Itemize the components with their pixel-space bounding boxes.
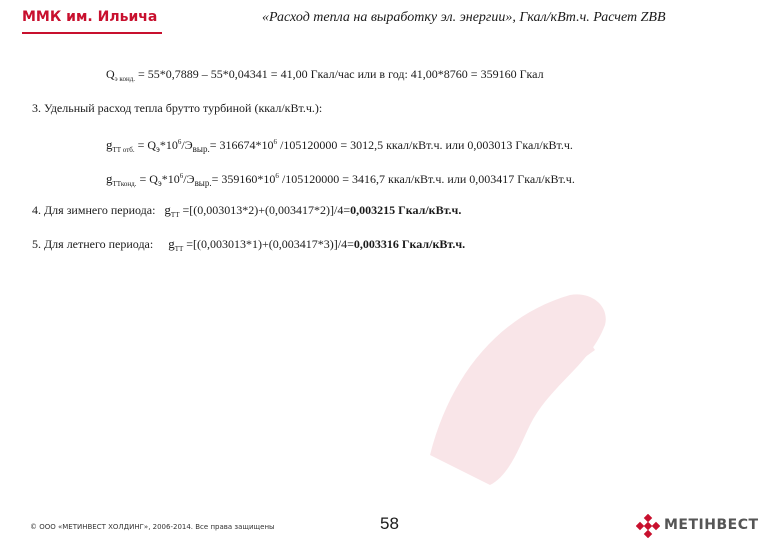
logo-mark-icon <box>636 514 660 538</box>
q-subscript: э конд. <box>114 75 136 83</box>
slide-title: «Расход тепла на выработку эл. энергии», Гкал/кВт.ч. Расчет ZBB <box>262 10 666 25</box>
formula-kond: $g_{ТТконд.} = Q_э*10^6/Э_{выр.}= 359160*10^6$ /105120000 = 3416,7 ккал/кВт.ч. или 0,003417 Гкал/кВт.ч. <box>106 171 575 188</box>
company-name: ММК им. Ильича <box>22 9 158 25</box>
q-condensing-line <box>106 67 544 86</box>
page-number: 58 <box>380 514 399 533</box>
q-expression: = 55*0,7889 – 55*0,04341 = 41,00 Гкал/час или в год: 41,00*8760 = 359160 Гкал <box>138 67 544 81</box>
copyright-text: © ООО «МЕТИНВЕСТ ХОЛДИНГ», 2006-2014. Все права защищены <box>30 523 275 531</box>
item-5-summer: 5. Для летнего периода: $g_{ТТ} =[(0,003013*1)+(0,003417*3)]/4=0,003316$ Гкал/кВт.ч. <box>32 236 466 253</box>
item-3-heading: 3. Удельный расход тепла брутто турбиной (ккал/кВт.ч.): <box>32 101 323 115</box>
formula-otb: $g_{ТТ отб.} = Q_э*10^6/Э_{выр.}= 316674*10^6$ /105120000 = 3012,5 ккал/кВт.ч. или 0,003013 Гкал/кВт.ч. <box>106 137 573 154</box>
summer-result: 0,003316 Гкал/кВт.ч. <box>353 237 466 251</box>
logo-text: МЕТІНВЕСТ <box>664 517 759 533</box>
item-4-winter: 4. Для зимнего периода: $g_{ТТ} =[(0,003013*2)+(0,003417*2)]/4=0,003215$ Гкал/кВт.ч. <box>32 202 462 219</box>
metinvest-logo <box>636 514 776 538</box>
slide-footer <box>0 508 780 540</box>
winter-result: 0,003215 Гкал/кВт.ч. <box>350 203 462 217</box>
q-symbol: Q <box>106 67 115 81</box>
